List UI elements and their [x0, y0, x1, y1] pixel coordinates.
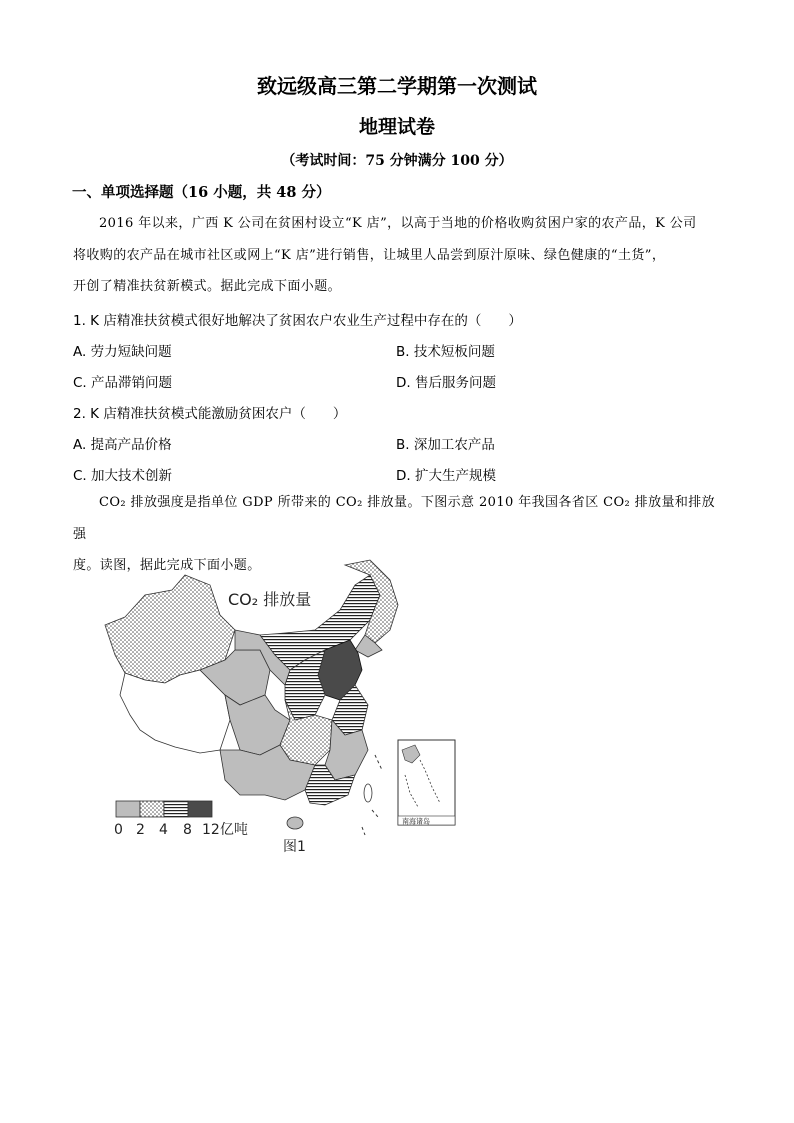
- legend: [114, 801, 248, 838]
- passage-1: [73, 208, 723, 303]
- exam-info: （考试时间：75 分钟满分 100 分）: [281, 153, 513, 169]
- section-heading: 一、单项选择题（16 小题，共 48 分）: [72, 184, 331, 201]
- question-1-option-d[interactable]: D. 售后服务问题: [396, 375, 496, 391]
- legend-swatch-0-2: [116, 801, 140, 817]
- figure-caption: 图1: [283, 839, 306, 855]
- inset-label: 南海诸岛: [402, 817, 430, 826]
- legend-tick: 0: [114, 822, 123, 838]
- region-hainan: [287, 817, 303, 829]
- legend-tick: 2: [136, 822, 145, 838]
- question-2-stem: 2. K 店精准扶贫模式能激励贫困农户（ ）: [73, 406, 347, 422]
- passage-2-line-2: 度。读图，据此完成下面小题。: [73, 558, 261, 573]
- question-1-option-c[interactable]: C. 产品滞销问题: [73, 375, 173, 391]
- legend-swatch-2-4: [140, 801, 164, 817]
- question-1-stem: 1. K 店精准扶贫模式很好地解决了贫困农户农业生产过程中存在的（ ）: [73, 313, 522, 329]
- south-china-sea-inset: [398, 740, 455, 826]
- exam-title: 致远级高三第二学期第一次测试: [257, 74, 537, 98]
- question-2-option-c[interactable]: C. 加大技术创新: [73, 468, 173, 484]
- question-1-option-a[interactable]: A. 劳力短缺问题: [73, 344, 172, 360]
- co2-emission-map: [100, 555, 470, 855]
- legend-tick: 8: [183, 822, 192, 838]
- region-taiwan: [364, 784, 372, 802]
- question-2-option-d[interactable]: D. 扩大生产规模: [396, 468, 496, 484]
- question-1-option-b[interactable]: B. 技术短板问题: [396, 344, 495, 360]
- question-2-option-a[interactable]: A. 提高产品价格: [73, 437, 172, 453]
- legend-tick: 12亿吨: [202, 822, 248, 838]
- map-title: CO₂ 排放量: [228, 590, 312, 609]
- passage-2-line-1: CO₂ 排放强度是指单位 GDP 所带来的 CO₂ 排放量。下图示意 2010 年我国各省区 CO₂ 排放量和排放强: [73, 495, 716, 542]
- legend-swatch-4-8: [164, 801, 188, 817]
- question-2-option-b[interactable]: B. 深加工农产品: [396, 437, 495, 453]
- passage-1-line-2: 将收购的农产品在城市社区或网上“K 店”进行销售，让城里人品尝到原汁原味、绿色健康的“土货”，: [73, 247, 666, 263]
- legend-swatch-8-12: [188, 801, 212, 817]
- subject-title: 地理试卷: [358, 116, 435, 138]
- legend-tick: 4: [159, 822, 168, 838]
- passage-1-line-1: 2016 年以来，广西 K 公司在贫困村设立“K 店”，以高于当地的价格收购贫困户家的农产品，K 公司: [99, 216, 697, 231]
- passage-1-line-3: 开创了精准扶贫新模式。据此完成下面小题。: [73, 279, 342, 294]
